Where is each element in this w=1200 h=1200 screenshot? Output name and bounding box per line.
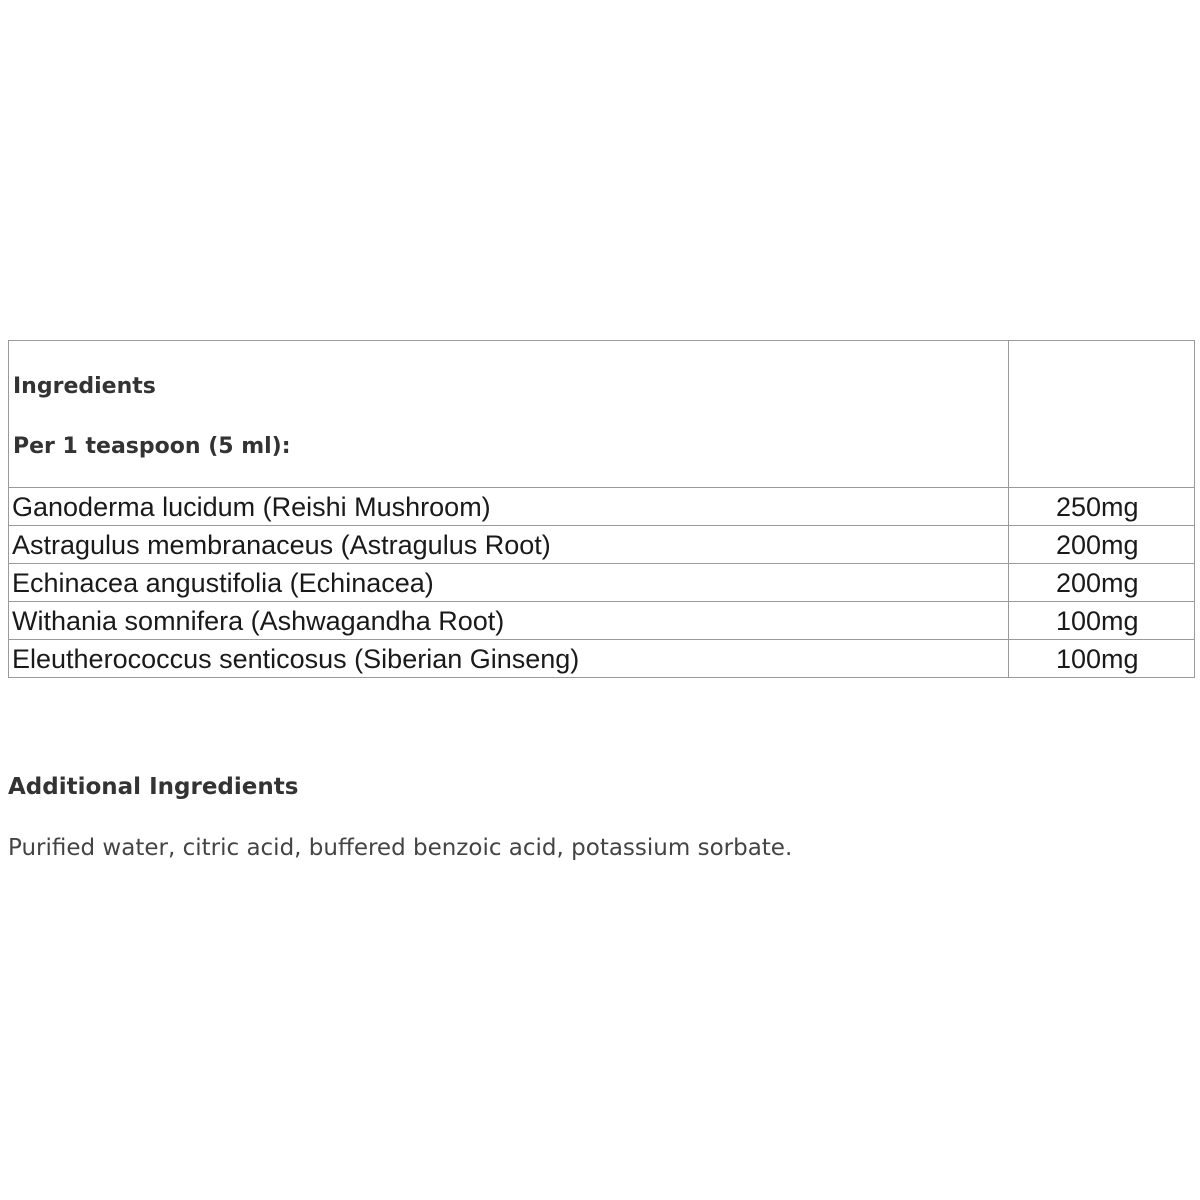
additional-ingredients-heading: Additional Ingredients	[8, 774, 299, 800]
ingredient-name: Ganoderma lucidum (Reishi Mushroom)	[9, 488, 1009, 526]
table-row	[9, 602, 1195, 640]
ingredient-name: Eleutherococcus senticosus (Siberian Ginseng)	[9, 640, 1009, 678]
ingredient-amount: 200mg	[1009, 526, 1195, 564]
ingredients-table	[8, 340, 1195, 678]
ingredient-amount: 200mg	[1009, 564, 1195, 602]
ingredient-name: Echinacea angustifolia (Echinacea)	[9, 564, 1009, 602]
ingredient-amount: 100mg	[1009, 602, 1195, 640]
table-row	[9, 488, 1195, 526]
ingredients-heading: Ingredients	[13, 374, 156, 399]
ingredient-name: Withania somnifera (Ashwagandha Root)	[9, 602, 1009, 640]
table-row	[9, 640, 1195, 678]
additional-ingredients-text: Purified water, citric acid, buffered benzoic acid, potassium sorbate.	[8, 835, 793, 861]
ingredient-amount: 250mg	[1009, 488, 1195, 526]
ingredient-name: Astragulus membranaceus (Astragulus Root)	[9, 526, 1009, 564]
header-amount-cell	[1009, 341, 1195, 488]
table-row	[9, 564, 1195, 602]
table-header-row	[9, 341, 1195, 488]
serving-size-label: Per 1 teaspoon (5 ml):	[13, 434, 291, 459]
table-row	[9, 526, 1195, 564]
ingredient-amount: 100mg	[1009, 640, 1195, 678]
header-name-cell	[9, 341, 1009, 488]
